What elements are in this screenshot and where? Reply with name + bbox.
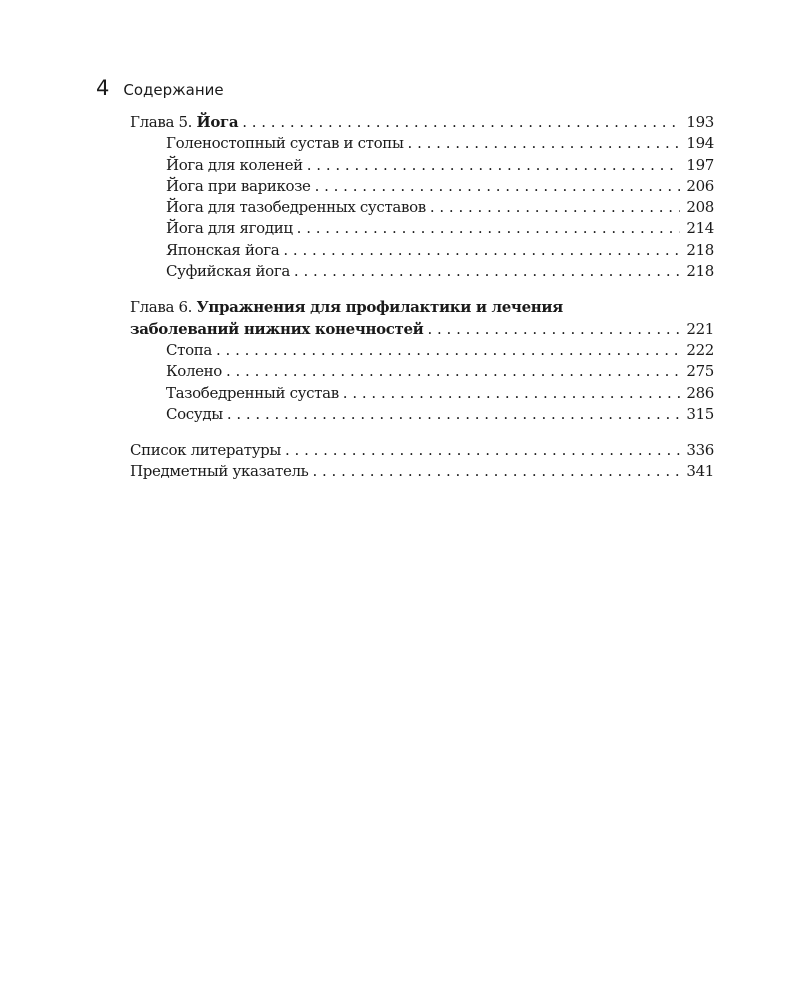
running-head: Содержание <box>123 81 224 99</box>
dot-leader <box>285 440 680 461</box>
toc-page-number: 315 <box>686 404 714 423</box>
chapter-title-line2: заболеваний нижних конечностей <box>130 319 424 338</box>
toc-page-number: 206 <box>686 176 714 195</box>
toc-page-number: 275 <box>686 362 714 381</box>
toc-page-number: 214 <box>686 219 714 238</box>
toc-page-number: 341 <box>686 462 714 481</box>
toc-section[interactable] <box>130 383 714 404</box>
dot-leader <box>227 404 681 425</box>
toc-page-number: 286 <box>686 383 714 402</box>
toc-section-title: Тазобедренный сустав <box>166 383 339 402</box>
dot-leader <box>226 361 680 382</box>
toc-page-number: 218 <box>686 240 714 259</box>
toc-page-number: 208 <box>686 198 714 217</box>
toc-section-title: Йога при варикозе <box>166 176 311 195</box>
toc-section-title: Йога для тазобедренных суставов <box>166 198 426 217</box>
toc-subject-index[interactable] <box>130 461 714 482</box>
toc-section[interactable] <box>130 340 714 361</box>
toc-chapter-5[interactable] <box>130 112 714 133</box>
chapter-prefix: Глава 6. <box>130 298 193 317</box>
toc-section[interactable] <box>130 176 714 197</box>
dot-leader <box>216 340 680 361</box>
dot-leader <box>427 319 680 340</box>
toc-section-title: Йога для ягодиц <box>166 219 293 238</box>
chapter-prefix: Глава 5. <box>130 113 193 131</box>
toc-page-number: 193 <box>686 113 714 131</box>
toc-section-title: Стопа <box>166 340 212 359</box>
dot-leader <box>297 218 681 239</box>
dot-leader <box>242 112 680 133</box>
toc-section-title: Голеностопный сустав и стопы <box>166 134 404 153</box>
toc-chapter-6-line2[interactable] <box>130 319 714 340</box>
toc-bibliography[interactable] <box>130 440 714 461</box>
page-header <box>96 76 224 100</box>
spacer <box>130 282 714 297</box>
toc-section[interactable] <box>130 133 714 154</box>
chapter-title: Йога <box>196 113 239 131</box>
toc-section-title: Японская йога <box>166 240 280 259</box>
toc-section[interactable] <box>130 218 714 239</box>
toc-entry-title: Предметный указатель <box>130 462 309 481</box>
page-number: 4 <box>96 76 110 100</box>
toc-section[interactable] <box>130 240 714 261</box>
toc-page-number: 222 <box>686 340 714 359</box>
toc-chapter-6-line1[interactable] <box>130 297 714 318</box>
toc-section-title: Сосуды <box>166 404 223 423</box>
dot-leader <box>283 240 680 261</box>
toc-section[interactable] <box>130 197 714 218</box>
toc-section[interactable] <box>130 155 714 176</box>
toc-entry-title: Список литературы <box>130 441 282 460</box>
dot-leader <box>430 197 681 218</box>
toc-page-number: 194 <box>686 134 714 153</box>
toc-section-title: Йога для коленей <box>166 155 303 174</box>
dot-leader <box>408 133 681 154</box>
dot-leader <box>315 176 681 197</box>
dot-leader <box>343 383 681 404</box>
dot-leader <box>312 461 680 482</box>
toc-chapter-title <box>130 112 242 133</box>
toc-page-number: 218 <box>686 262 714 281</box>
dot-leader <box>294 261 680 282</box>
toc-section[interactable] <box>130 261 714 282</box>
toc-section-title: Суфийская йога <box>166 262 290 281</box>
spacer <box>130 425 714 440</box>
toc-page-number: 221 <box>686 319 714 338</box>
toc-section[interactable] <box>130 404 714 425</box>
toc-page-number: 336 <box>686 441 714 460</box>
table-of-contents <box>130 112 714 483</box>
toc-section-title: Колено <box>166 362 222 381</box>
toc-page-number: 197 <box>686 155 714 174</box>
dot-leader <box>307 155 681 176</box>
chapter-title-line1: Упражнения для профилактики и лечения <box>196 298 563 317</box>
toc-section[interactable] <box>130 361 714 382</box>
